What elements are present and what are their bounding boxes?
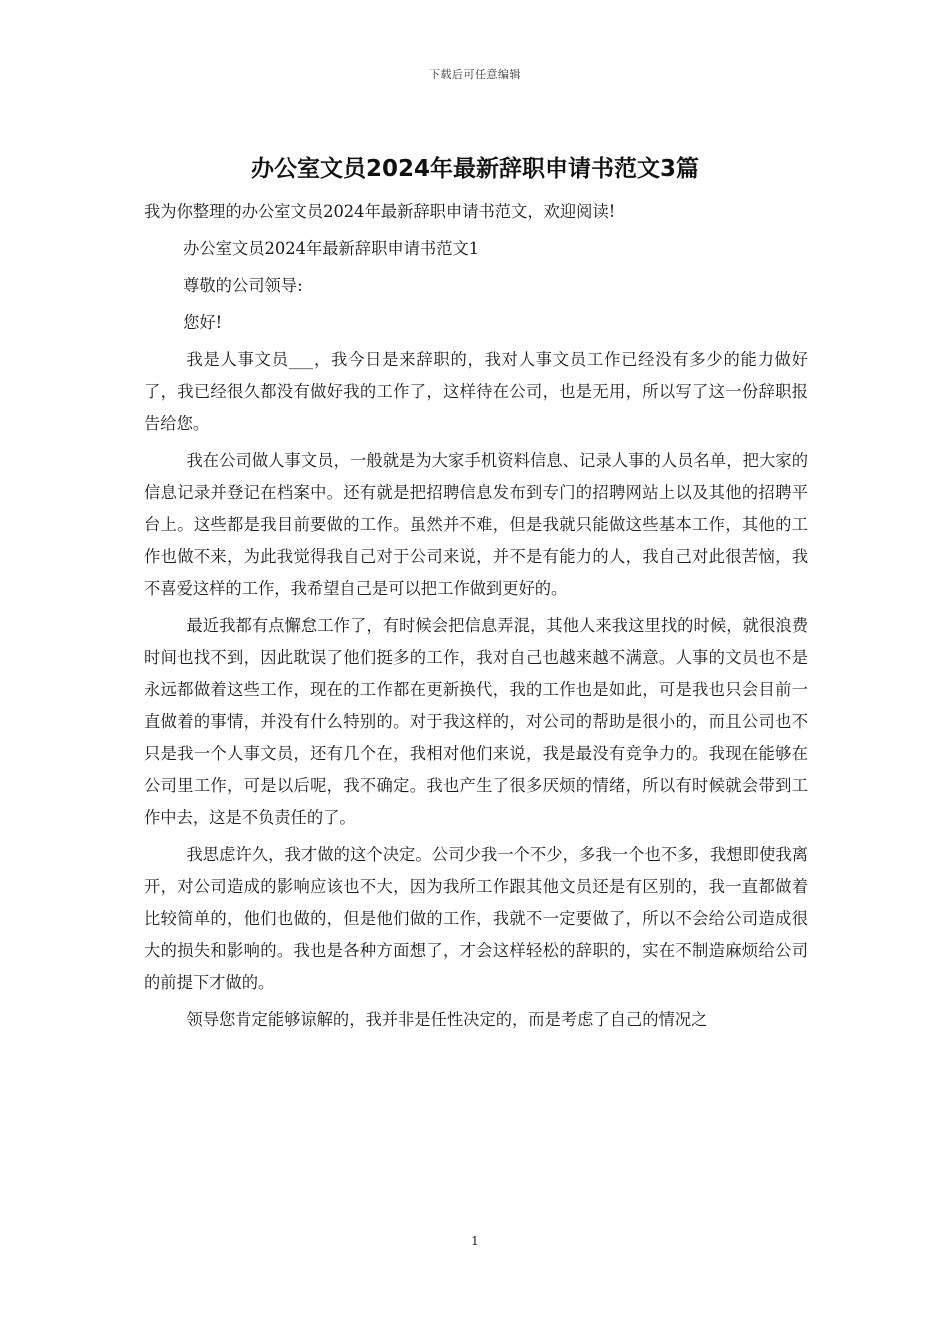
greeting: 您好! bbox=[183, 313, 223, 332]
section-heading: 办公室文员2024年最新辞职申请书范文1 bbox=[183, 239, 480, 258]
body-paragraph: 我在公司做人事文员，一般就是为大家手机资料信息、记录人事的人员名单，把大家的信息记录并登记在档案中。还有就是把招聘信息发布到专门的招聘网站上以及其他的招聘平台上。这些都是我目前要做的工作。虽然并不难，但是我就只能做这些基本工作，其他的工作也做不来，为此我觉得我自己对于公司来说，并不是有能力的人，我自己对此很苦恼，我不喜爱这样的工作，我希望自己是可以把工作做到更好的。 bbox=[144, 451, 808, 598]
header-note: 下载后可任意编辑 bbox=[429, 68, 521, 81]
intro-paragraph: 我为你整理的办公室文员2024年最新辞职申请书范文，欢迎阅读! bbox=[144, 202, 616, 221]
document-body bbox=[144, 196, 808, 1041]
document-title: 办公室文员2024年最新辞职申请书范文3篇 bbox=[250, 156, 700, 182]
body-paragraph: 我是人事文员___，我今日是来辞职的，我对人事文员工作已经没有多少的能力做好了，我已经很久都没有做好我的工作了，这样待在公司，也是无用，所以写了这一份辞职报告给您。 bbox=[144, 350, 808, 433]
body-paragraph: 我思虑许久，我才做的这个决定。公司少我一个不少，多我一个也不多，我想即使我离开，对公司造成的影响应该也不大，因为我所工作跟其他文员还是有区别的，我一直都做着比较简单的，他们也做的，但是他们做的工作，我就不一定要做了，所以不会给公司造成很大的损失和影响的。我也是各种方面想了，才会这样轻松的辞职的，实在不制造麻烦给公司的前提下才做的。 bbox=[144, 845, 808, 992]
body-paragraph: 领导您肯定能够谅解的，我并非是任性决定的，而是考虑了自己的情况之 bbox=[186, 1010, 708, 1029]
body-paragraph: 最近我都有点懈怠工作了，有时候会把信息弄混，其他人来我这里找的时候，就很浪费时间也找不到，因此耽误了他们挺多的工作，我对自己也越来越不满意。人事的文员也不是永远都做着这些工作，现在的工作都在更新换代，我的工作也是如此，可是我也只会目前一直做着的事情，并没有什么特别的。对于我这样的，对公司的帮助是很小的，而且公司也不只是我一个人事文员，还有几个在，我相对他们来说，我是最没有竞争力的。我现在能够在公司里工作，可是以后呢，我不确定。我也产生了很多厌烦的情绪，所以有时候就会带到工作中去，这是不负责任的了。 bbox=[144, 616, 808, 827]
salutation: 尊敬的公司领导: bbox=[183, 276, 303, 295]
page-number: 1 bbox=[471, 1234, 479, 1248]
